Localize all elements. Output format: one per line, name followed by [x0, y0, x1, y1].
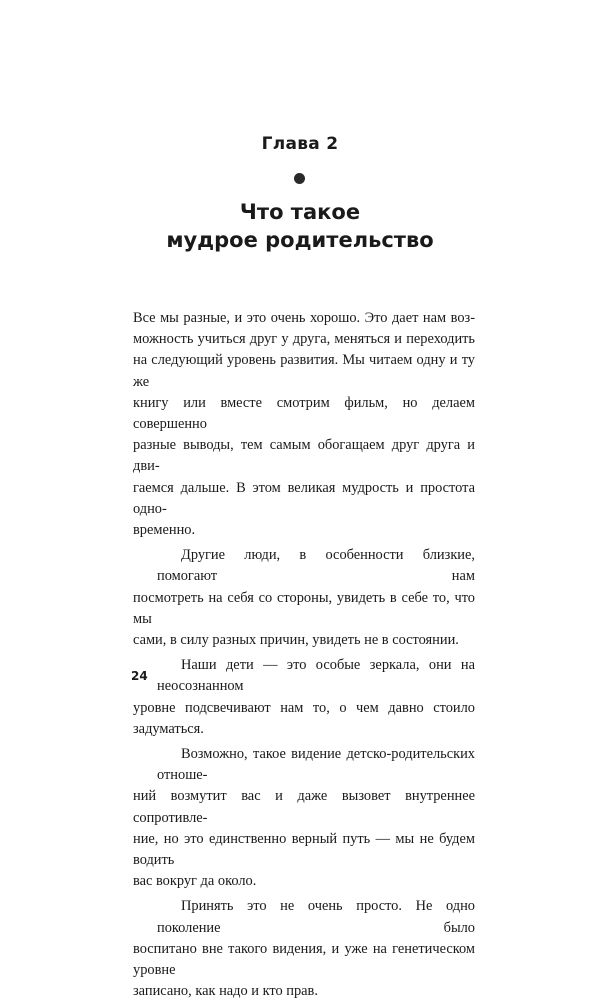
text-line: Наши дети — это особые зеркала, они на неосознанном [157, 657, 475, 695]
text-line: временно. [133, 522, 196, 539]
text-line: Возможно, такое видение детско-родительских отноше- [157, 746, 475, 784]
text-line: ние, но это единственно верный путь — мы не будем водить [133, 830, 475, 869]
chapter-title-line: Что такое [239, 200, 361, 224]
text-line: Другие люди, в особенности близкие, помогают нам [157, 547, 475, 585]
text-line: книгу или вместе смотрим фильм, но делаем совершенно [133, 394, 475, 433]
text-line: можность учиться друг у друга, меняться и переходить [133, 331, 475, 348]
chapter-title-line: мудрое родительство [166, 228, 434, 252]
text-line: гаемся дальше. В этом великая мудрость и простота одно- [133, 479, 475, 517]
text-line: воспитано вне такого видения, и уже на генетическом уровне [133, 940, 475, 979]
text-line: Все мы разные, и это очень хорошо. Это дает нам воз- [133, 310, 475, 326]
body-text [133, 308, 475, 1003]
text-line: записано, как надо и кто прав. [133, 983, 318, 1000]
paragraph [133, 545, 475, 651]
page-number: 24 [131, 669, 148, 683]
text-line: посмотреть на себя со стороны, увидеть в себе то, что мы [133, 589, 475, 627]
chapter-label: Глава 2 [261, 134, 339, 154]
paragraph [133, 896, 475, 1002]
text-line: Принять это не очень просто. Не одно поколение было [157, 898, 475, 936]
text-line: сами, в силу разных причин, увидеть не в состоянии. [133, 632, 459, 649]
text-line: уровне подсвечивают нам то, о чем давно стоило задуматься. [133, 699, 475, 737]
paragraph [133, 655, 475, 740]
chapter-title [0, 198, 600, 254]
paragraph [133, 308, 475, 541]
text-line: на следующий уровень развития. Мы читаем одну и ту же [133, 352, 475, 390]
text-line: вас вокруг да около. [133, 873, 257, 890]
text-line: разные выводы, тем самым обогащаем друг друга и дви- [133, 437, 475, 475]
paragraph [133, 744, 475, 892]
text-line: ний возмутит вас и даже вызовет внутреннее сопротивле- [133, 788, 475, 826]
chapter-bullet-dot [294, 173, 305, 184]
